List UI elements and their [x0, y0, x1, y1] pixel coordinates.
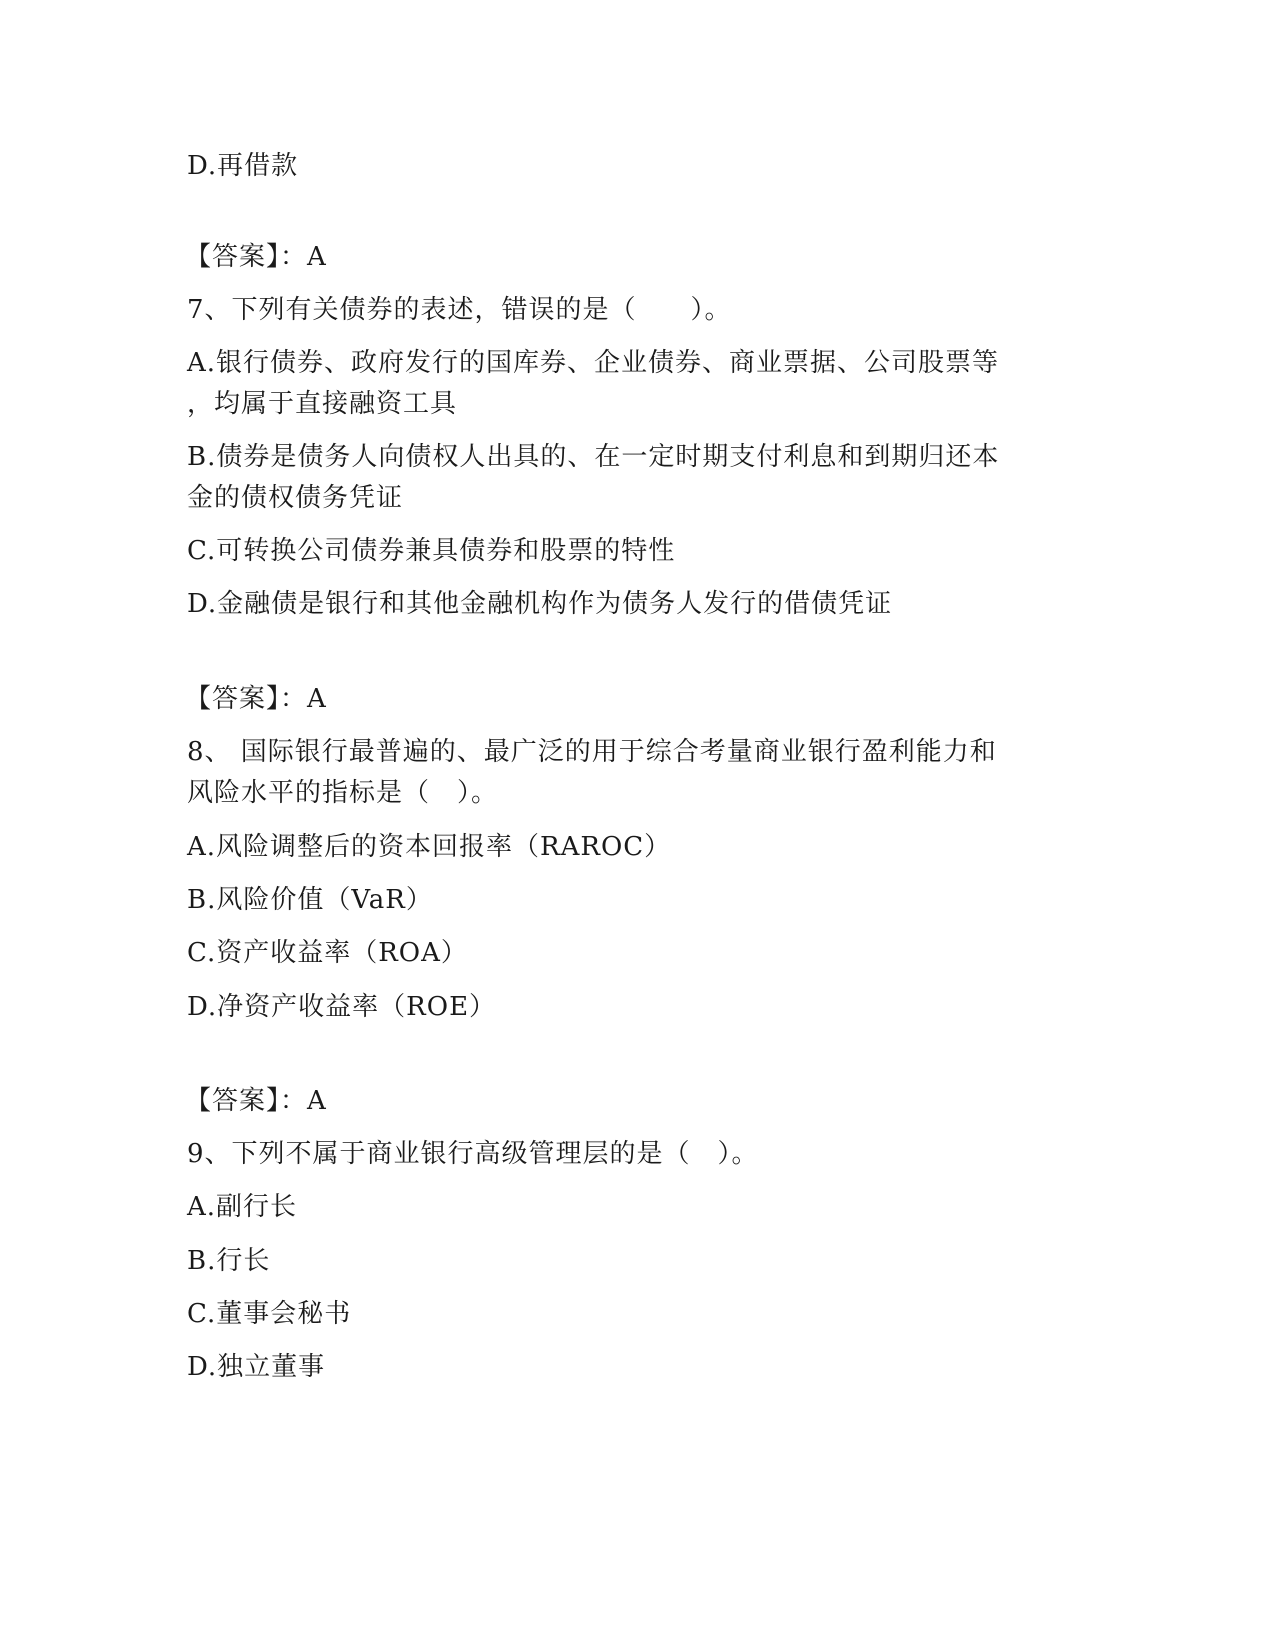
- q9-option-b: B.行长: [187, 1246, 271, 1276]
- q8-option-b: B.风险价值（VaR）: [187, 885, 433, 915]
- q7-option-c: C.可转换公司债券兼具债券和股票的特性: [187, 536, 676, 566]
- q9-option-d: D.独立董事: [187, 1352, 326, 1382]
- q7-option-b-line1: B.债券是债务人向债权人出具的、在一定时期支付利息和到期归还本: [187, 442, 1000, 472]
- q8-option-d: D.净资产收益率（ROE）: [187, 992, 497, 1022]
- q6-option-d: D.再借款: [187, 151, 299, 181]
- q8-stem-line1: 8、 国际银行最普遍的、最广泛的用于综合考量商业银行盈利能力和: [187, 737, 997, 767]
- q6-answer: 【答案】：A: [185, 242, 327, 272]
- q8-stem-line2: 风险水平的指标是（ ）。: [187, 778, 499, 808]
- q7-option-d: D.金融债是银行和其他金融机构作为债务人发行的借债凭证: [187, 589, 893, 619]
- q8-option-c: C.资产收益率（ROA）: [187, 938, 468, 968]
- q9-stem: 9、下列不属于商业银行高级管理层的是（ ）。: [187, 1139, 759, 1169]
- q8-option-a: A.风险调整后的资本回报率（RAROC）: [187, 832, 672, 862]
- q9-option-a: A.副行长: [187, 1192, 298, 1222]
- q7-option-a-line2: ，均属于直接融资工具: [187, 389, 458, 419]
- q8-answer: 【答案】：A: [185, 1086, 327, 1116]
- q7-option-a-line1: A.银行债券、政府发行的国库券、企业债券、商业票据、公司股票等: [187, 348, 1000, 378]
- q7-option-b-line2: 金的债权债务凭证: [187, 483, 404, 513]
- q7-stem: 7、下列有关债券的表述，错误的是（ ）。: [187, 295, 732, 325]
- q7-answer: 【答案】：A: [185, 684, 327, 714]
- q9-option-c: C.董事会秘书: [187, 1299, 352, 1329]
